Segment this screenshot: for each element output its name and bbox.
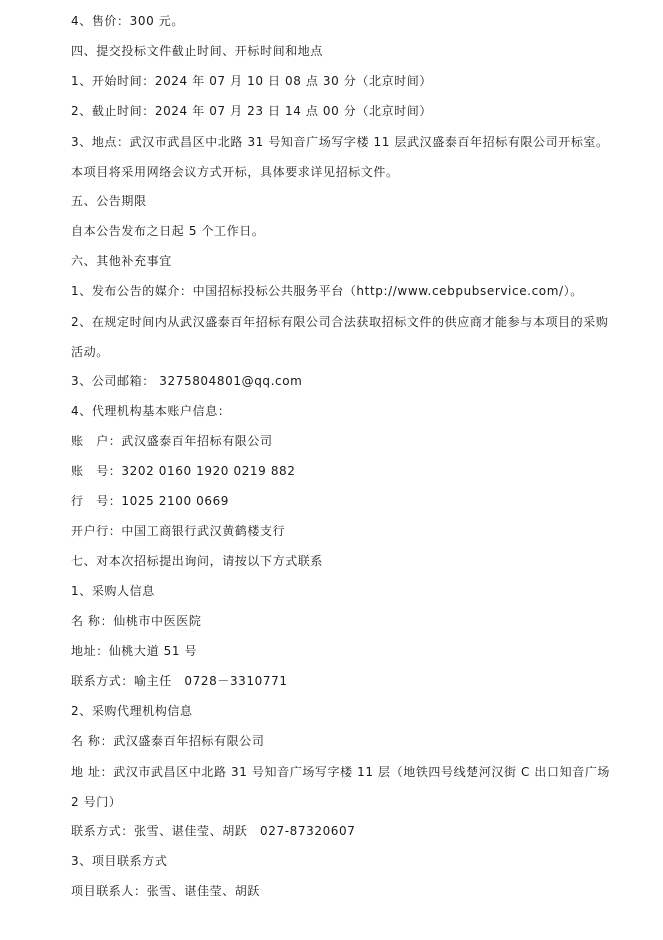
- account-name-line: 账 户：武汉盛泰百年招标有限公司: [71, 434, 273, 448]
- agency-contact-line: 联系方式：张雪、谌佳莹、胡跃 027-87320607: [71, 824, 356, 838]
- purchaser-name-line: 名 称：仙桃市中医医院: [71, 614, 202, 628]
- purchaser-address-line: 地址：仙桃大道 51 号: [71, 644, 198, 658]
- purchaser-contact-line: 联系方式：喻主任 0728－3310771: [71, 674, 288, 688]
- deadline-line: 2、截止时间：2024 年 07 月 23 日 14 点 00 分（北京时间）: [71, 104, 432, 118]
- agency-address-paragraph: 地 址：武汉市武昌区中北路 31 号知音广场写字楼 11 层（地铁四号线楚河汉街 C 出口知音广场 2 号门）: [71, 765, 611, 809]
- agency-name-line: 名 称：武汉盛泰百年招标有限公司: [71, 734, 265, 748]
- project-contact-people-line: 项目联系人：张雪、谌佳莹、胡跃: [71, 884, 261, 898]
- agency-info-heading: 2、采购代理机构信息: [71, 704, 193, 718]
- section-seven-heading: 七、对本次招标提出询问，请按以下方式联系: [71, 554, 324, 568]
- purchaser-info-heading: 1、采购人信息: [71, 584, 155, 598]
- bank-branch-line: 开户行：中国工商银行武汉黄鹤楼支行: [71, 524, 286, 538]
- section-five-heading: 五、公告期限: [71, 194, 147, 208]
- start-time-line: 1、开始时间：2024 年 07 月 10 日 08 点 30 分（北京时间）: [71, 74, 432, 88]
- eligibility-paragraph: 2、在规定时间内从武汉盛泰百年招标有限公司合法获取招标文件的供应商才能参与本项目的采购活动。: [71, 315, 609, 359]
- media-line: 1、发布公告的媒介：中国招标投标公共服务平台（http://www.cebpubservice.com/）。: [71, 284, 583, 298]
- price-line: 4、售价：300 元。: [71, 14, 184, 28]
- company-email-line: 3、公司邮箱： 3275804801@qq.com: [71, 374, 303, 388]
- location-paragraph: 3、地点：武汉市武昌区中北路 31 号知音广场写字楼 11 层武汉盛泰百年招标有限公司开标室。本项目将采用网络会议方式开标，具体要求详见招标文件。: [71, 135, 609, 179]
- bank-info-heading: 4、代理机构基本账户信息：: [71, 404, 231, 418]
- section-six-heading: 六、其他补充事宜: [71, 254, 172, 268]
- project-contact-heading: 3、项目联系方式: [71, 854, 168, 868]
- notice-period-line: 自本公告发布之日起 5 个工作日。: [71, 224, 265, 238]
- bank-code-line: 行 号：1025 2100 0669: [71, 494, 230, 508]
- section-four-heading: 四、提交投标文件截止时间、开标时间和地点: [71, 44, 324, 58]
- account-number-line: 账 号：3202 0160 1920 0219 882: [71, 464, 296, 478]
